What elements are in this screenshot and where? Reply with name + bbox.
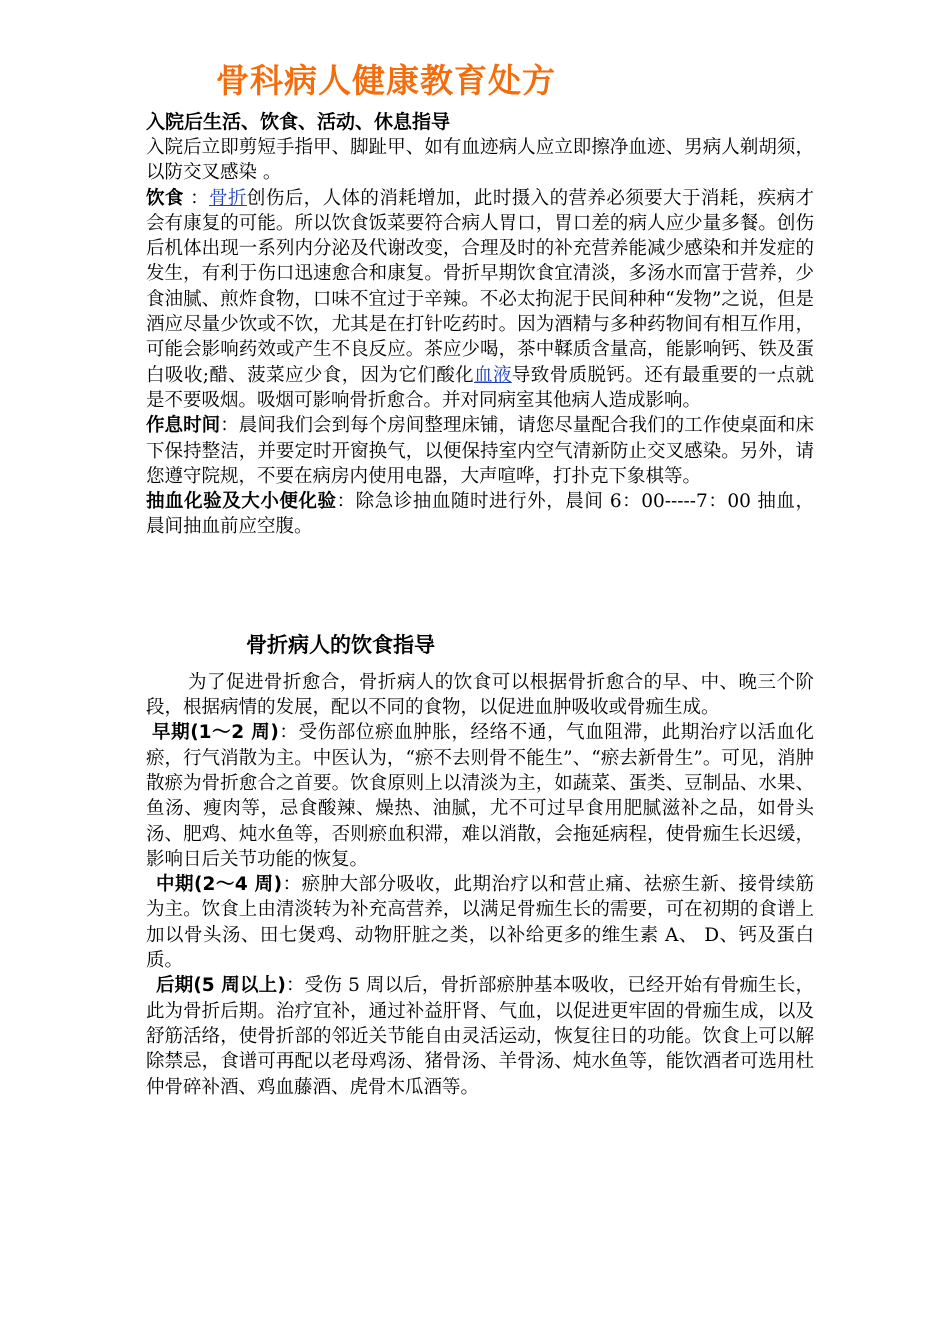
document-title: 骨科病人健康教育处方 [216,61,556,100]
section2-heading: 骨折病人的饮食指导 [246,632,435,657]
early-stage-paragraph [146,720,814,872]
spacer [146,540,814,630]
rest-label: 作息时间 [146,415,221,437]
diet-colon: ： [183,187,210,209]
blood-test-text: ：除急诊抽血随时进行外，晨间 6：00-----7：00 抽血，晨间抽血前应空腹。 [146,491,814,538]
late-stage-text: ：受伤 5 周以后，骨折部瘀肿基本吸收，已经开始有骨痂生长，此为骨折后期。治疗宜补，通过补益肝肾、气血，以促进更牢固的骨痂生成，以及舒筋活络，使骨折部的邻近关节能自由灵活运动，恢复往日的功能。饮食上可以解除禁忌，食谱可再配以老母鸡汤、猪骨汤、羊骨汤、炖水鱼等，能饮酒者可选用杜仲骨碎补酒、鸡血藤酒、虎骨木瓜酒等。 [146,975,814,1098]
late-stage-paragraph [146,973,814,1099]
early-stage-label: 早期(1～2 周) [152,722,279,744]
section1-heading: 入院后生活、饮食、活动、休息指导 [146,111,451,133]
blood-test-label: 抽血化验及大小便化验 [146,491,337,513]
early-stage-text: ：受伤部位瘀血肿胀，经络不通，气血阻滞，此期治疗以活血化瘀，行气消散为主。中医认为，“瘀不去则骨不能生”、“瘀去新骨生”。可见，消肿散瘀为骨折愈合之首要。饮食原则上以清淡为主，如蔬菜、蛋类、豆制品、水果、鱼汤、瘦肉等，忌食酸辣、燥热、油腻，尤不可过早食用肥腻滋补之品，如骨头汤、肥鸡、炖水鱼等，否则瘀血积滞，难以消散，会拖延病程，使骨痂生长迟缓，影响日后关节功能的恢复。 [146,722,814,870]
middle-stage-text: ：瘀肿大部分吸收，此期治疗以和营止痛、祛瘀生新、接骨续筋为主。饮食上由清淡转为补充高营养，以满足骨痂生长的需要，可在初期的食谱上加以骨头汤、田七煲鸡、动物肝脏之类，以补给更多的维生素 A、 D、钙及蛋白质。 [146,874,814,972]
blood-link[interactable]: 血液 [474,364,512,386]
document-page [146,56,814,1100]
diet-paragraph [146,186,814,414]
diet-label: 饮食 [146,187,184,209]
blood-test-paragraph [146,489,814,540]
diet-guide-intro: 为了促进骨折愈合，骨折病人的饮食可以根据骨折愈合的早、中、晚三个阶段，根据病情的发展，配以不同的食物，以促进血肿吸收或骨痂生成。 [146,671,814,719]
middle-stage-paragraph [146,872,814,973]
diet-text-2: 导致骨质脱钙。还有最重要的一点就是不要吸烟。吸烟可影响骨折愈合。并对同病室其他病人造成影响。 [146,364,814,411]
admission-paragraph: 入院后立即剪短手指甲、脚趾甲、如有血迹病人应立即擦净血迹、男病人剃胡须，以防交叉感染 。 [146,137,814,184]
rest-text: ：晨间我们会到每个房间整理床铺，请您尽量配合我们的工作使桌面和床下保持整洁，并要定时开窗换气，以便保持室内空气清新防止交叉感染。另外，请您遵守院规，不要在病房内使用电器，大声喧哗，打扑克下象棋等。 [146,415,814,487]
rest-paragraph [146,413,814,489]
late-stage-label: 后期(5 周以上) [156,975,286,997]
diet-text-1: 创伤后，人体的消耗增加，此时摄入的营养必须要大于消耗，疾病才会有康复的可能。所以饮食饭菜要符合病人胃口，胃口差的病人应少量多餐。创伤后机体出现一系列内分泌及代谢改变，合理及时的补充营养能减少感染和并发症的发生，有利于伤口迅速愈合和康复。骨折早期饮食宜清淡，多汤水而富于营养，少食油腻、煎炸食物，口味不宜过于辛辣。不必太拘泥于民间种种“发物”之说，但是酒应尽量少饮或不饮，尤其是在打针吃药时。因为酒精与多种药物间有相互作用，可能会影响药效或产生不良反应。茶应少喝，茶中鞣质含量高，能影响钙、铁及蛋白吸收;醋、菠菜应少食，因为它们酸化 [146,187,814,386]
fracture-link[interactable]: 骨折 [209,187,247,209]
middle-stage-label: 中期(2～4 周) [156,874,283,896]
